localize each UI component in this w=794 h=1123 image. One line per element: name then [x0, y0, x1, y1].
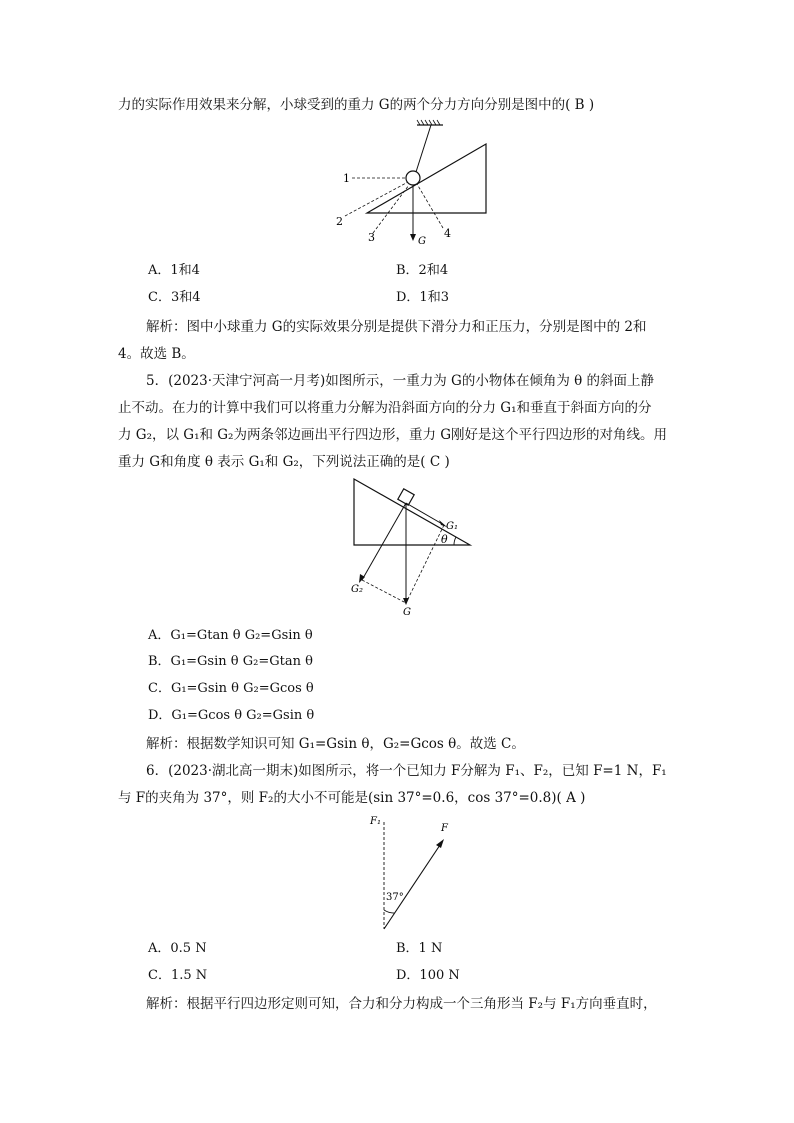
q5-analysis: 解析：根据数学知识可知 G₁=Gsin θ，G₂=Gcos θ。故选 C。	[146, 736, 525, 752]
q4-label-4: 4	[444, 227, 451, 240]
q4-analysis-line1: 解析：图中小球重力 G的实际效果分别是提供下滑分力和正压力，分别是图中的 2和	[146, 319, 647, 335]
q6-option-b[interactable]: B．1 N	[396, 941, 443, 956]
q4-figure-ball-on-incline	[335, 118, 505, 250]
q5-option-b[interactable]: B．G₁=Gsin θ G₂=Gtan θ	[148, 654, 313, 669]
q5-label-g: G	[403, 607, 411, 618]
q6-option-a[interactable]: A．0.5 N	[148, 941, 207, 956]
q6-label-angle: 37°	[386, 892, 404, 903]
q5-option-a[interactable]: A．G₁=Gtan θ G₂=Gsin θ	[148, 628, 313, 643]
q4-option-b[interactable]: B．2和4	[396, 263, 449, 278]
q4-option-d[interactable]: D．1和3	[396, 290, 449, 305]
q5-figure-block-on-incline	[340, 475, 480, 620]
q6-stem-line2: 与 F的夹角为 37°，则 F₂的大小不可能是(sin 37°=0.6，cos 37°=0.8)( A )	[118, 790, 586, 806]
q5-stem-line1: 5．(2023·天津宁河高一月考)如图所示，一重力为 G的小物体在倾角为 θ 的斜面上静	[146, 373, 655, 389]
q4-stem-line1: 力的实际作用效果来分解，小球受到的重力 G的两个分力方向分别是图中的( B )	[118, 97, 595, 113]
q5-option-d[interactable]: D．G₁=Gcos θ G₂=Gsin θ	[148, 708, 315, 723]
q4-option-a[interactable]: A．1和4	[148, 263, 200, 278]
q4-label-2: 2	[336, 215, 343, 228]
q6-label-f: F	[441, 823, 448, 834]
q4-analysis-line2: 4。故选 B。	[118, 346, 195, 362]
q6-analysis-line1: 解析：根据平行四边形定则可知，合力和分力构成一个三角形当 F₂与 F₁方向垂直时，	[146, 996, 657, 1012]
q6-label-f1: F₁	[370, 816, 381, 827]
q5-stem-line3: 力 G₂，以 G₁和 G₂为两条邻边画出平行四边形，重力 G刚好是这个平行四边形的对角线。用	[118, 427, 668, 443]
q4-label-1: 1	[343, 172, 350, 185]
q4-label-3: 3	[368, 231, 375, 244]
q5-stem-line2: 止不动。在力的计算中我们可以将重力分解为沿斜面方向的分力 G₁和垂直于斜面方向的分	[118, 400, 652, 416]
q6-option-c[interactable]: C．1.5 N	[148, 968, 208, 983]
q4-label-g: G	[418, 236, 426, 247]
q6-figure-force-decomposition	[362, 812, 462, 937]
q5-option-c[interactable]: C．G₁=Gsin θ G₂=Gcos θ	[148, 681, 314, 696]
q5-label-theta: θ	[441, 533, 448, 546]
q4-option-c[interactable]: C．3和4	[148, 290, 201, 305]
q5-label-g1: G₁	[446, 521, 458, 532]
q5-label-g2: G₂	[351, 584, 363, 595]
q6-stem-line1: 6．(2023·湖北高一期末)如图所示，将一个已知力 F分解为 F₁、F₂，已知 F=1 N，F₁	[146, 763, 667, 779]
q5-stem-line4: 重力 G和角度 θ 表示 G₁和 G₂，下列说法正确的是( C )	[118, 454, 450, 470]
q6-option-d[interactable]: D．100 N	[396, 968, 460, 983]
